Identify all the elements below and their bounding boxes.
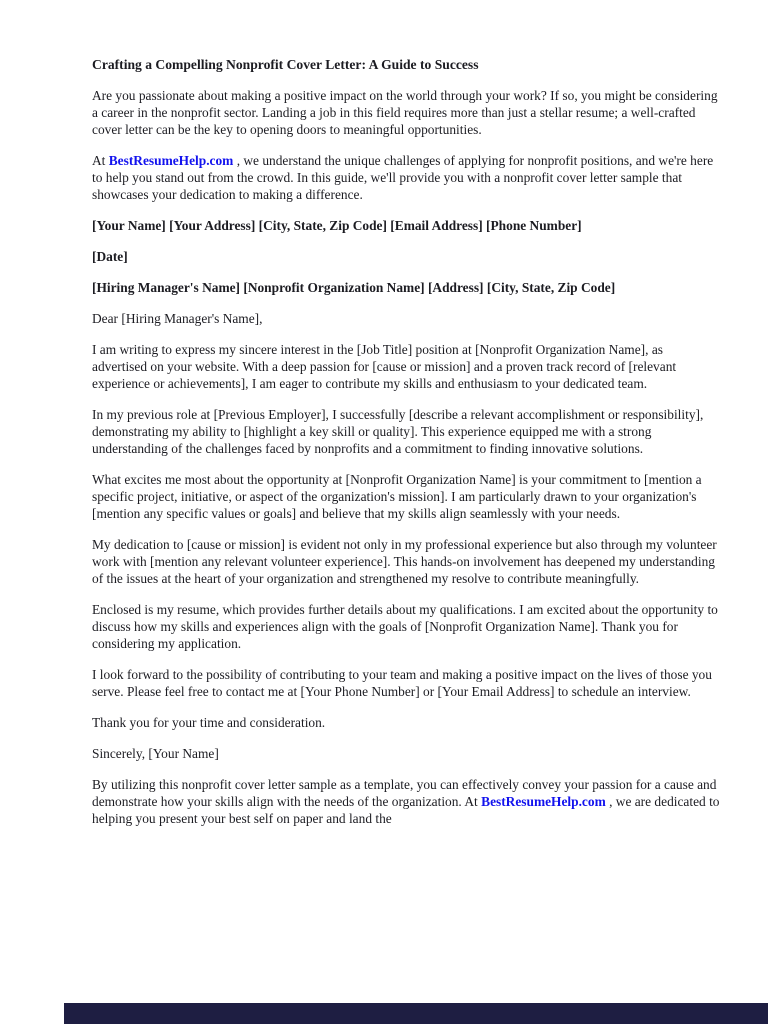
intro-paragraph: Are you passionate about making a positive impact on the world through your work? If so, you might be considering a career in the nonprofit sector. Landing a job in this field requires more than just a stellar resume; a well-crafted cover letter can be the key to opening doors to meaningful opportunities. <box>92 88 718 137</box>
contact-placeholder-line: [Your Name] [Your Address] [City, State, Zip Code] [Email Address] [Phone Number] <box>92 218 582 233</box>
outro-paragraph-pre: By utilizing this nonprofit cover letter sample as a template, you can effectively convey your passion for a cause and demonstrate how your skills align with the needs of the organization. At <box>92 777 717 809</box>
brand-paragraph-pre: At <box>92 153 109 168</box>
body-paragraph-1: I am writing to express my sincere interest in the [Job Title] position at [Nonprofit Organization Name], as advertised on your website. With a deep passion for [cause or mission] and a proven track record of [relevant experience or achievements], I am eager to contribute my skills and enthusiasm to your dedicated team. <box>92 342 677 391</box>
body-paragraph-3: What excites me most about the opportunity at [Nonprofit Organization Name] is your commitment to [mention a specific project, initiative, or aspect of the organization's mission]. I am particularly drawn to your organization's [mention any specific values or goals] and believe that my skills align seamlessly with your needs. <box>92 472 702 521</box>
next-page-top-edge <box>64 1003 768 1024</box>
body-paragraph-2: In my previous role at [Previous Employer], I successfully [describe a relevant accomplishment or responsibility], demonstrating my ability to [highlight a key skill or quality]. This experience equipped me with a strong understanding of the challenges faced by nonprofits and a commitment to finding innovative solutions. <box>92 407 704 456</box>
brand-paragraph <box>92 152 720 203</box>
body-paragraph-4: My dedication to [cause or mission] is evident not only in my professional experience but also through my volunteer work with [mention any relevant volunteer experience]. This hands-on involvement has deepened my understanding of the issues at the heart of your organization and strengthened my resolve to contribute meaningfully. <box>92 537 717 586</box>
recipient-placeholder-line: [Hiring Manager's Name] [Nonprofit Organization Name] [Address] [City, State, Zip Code] <box>92 280 616 295</box>
salutation-line: Dear [Hiring Manager's Name], <box>92 311 263 326</box>
signature-line: Sincerely, [Your Name] <box>92 746 219 761</box>
body-paragraph-5: Enclosed is my resume, which provides further details about my qualifications. I am excited about the opportunity to discuss how my skills and experiences align with the goals of [Nonprofit Organization Name]. Thank you for considering my application. <box>92 602 718 651</box>
bestresumehelp-link-bottom[interactable]: BestResumeHelp.com <box>481 794 606 809</box>
bestresumehelp-link[interactable]: BestResumeHelp.com <box>108 153 234 168</box>
body-paragraph-6: I look forward to the possibility of contributing to your team and making a positive impact on the lives of those you serve. Please feel free to contact me at [Your Phone Number] or [Your Email Address] to schedule an interview. <box>92 667 712 699</box>
brand-paragraph-post: , we understand the unique challenges of applying for nonprofit positions, and we're here to help you stand out from the crowd. In this guide, we'll provide you with a nonprofit cover letter sample that showcases your dedication to making a difference. <box>92 153 714 202</box>
date-placeholder-line: [Date] <box>92 249 128 264</box>
page-title: Crafting a Compelling Nonprofit Cover Letter: A Guide to Success <box>92 57 479 72</box>
outro-paragraph-post: , we are dedicated to helping you present your best self on paper and land the <box>92 794 720 826</box>
outro-paragraph <box>92 776 720 827</box>
document-content <box>92 56 720 841</box>
thanks-line: Thank you for your time and consideration. <box>92 715 326 730</box>
